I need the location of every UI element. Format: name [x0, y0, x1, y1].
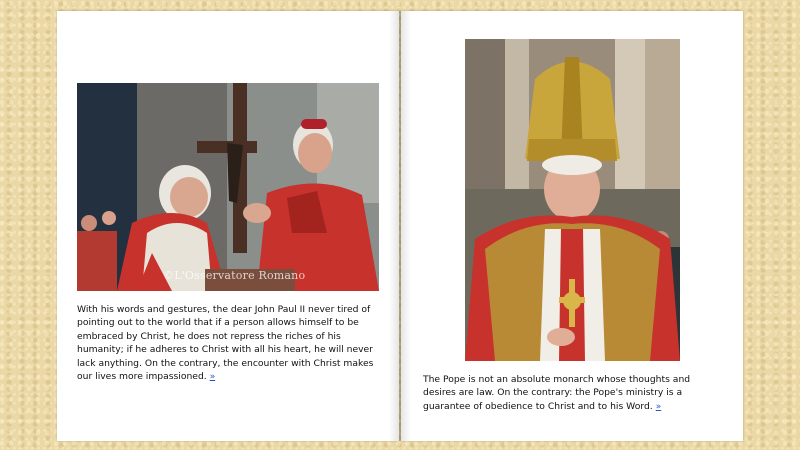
left-caption-text: With his words and gestures, the dear John Paul II never tired of pointing out to the world that if a person allows himself to be embraced by Christ, he does not repress the riches of his humanity; if he adheres to Christ with all his heart, he will never lack anything. On the contrary, the encounter with Christ makes our lives more impassioned.	[77, 304, 374, 383]
left-caption	[77, 303, 381, 384]
left-page	[57, 11, 399, 441]
photo-illustration	[77, 83, 379, 291]
photo-watermark: ©L'Osservatore Romano	[163, 269, 306, 282]
pope-handing-cross-photo	[77, 83, 379, 291]
left-more-link[interactable]: »	[209, 372, 216, 383]
pope-portrait-photo	[465, 39, 680, 361]
book-spread	[57, 11, 743, 441]
right-page	[401, 11, 743, 441]
photo-illustration	[465, 39, 680, 361]
right-more-link[interactable]: »	[655, 401, 662, 412]
right-caption	[423, 373, 725, 414]
right-caption-text: The Pope is not an absolute monarch whose thoughts and desires are law. On the contrary: the Pope's ministry is a guarantee of obedience to Christ and to his Word.	[423, 374, 691, 412]
